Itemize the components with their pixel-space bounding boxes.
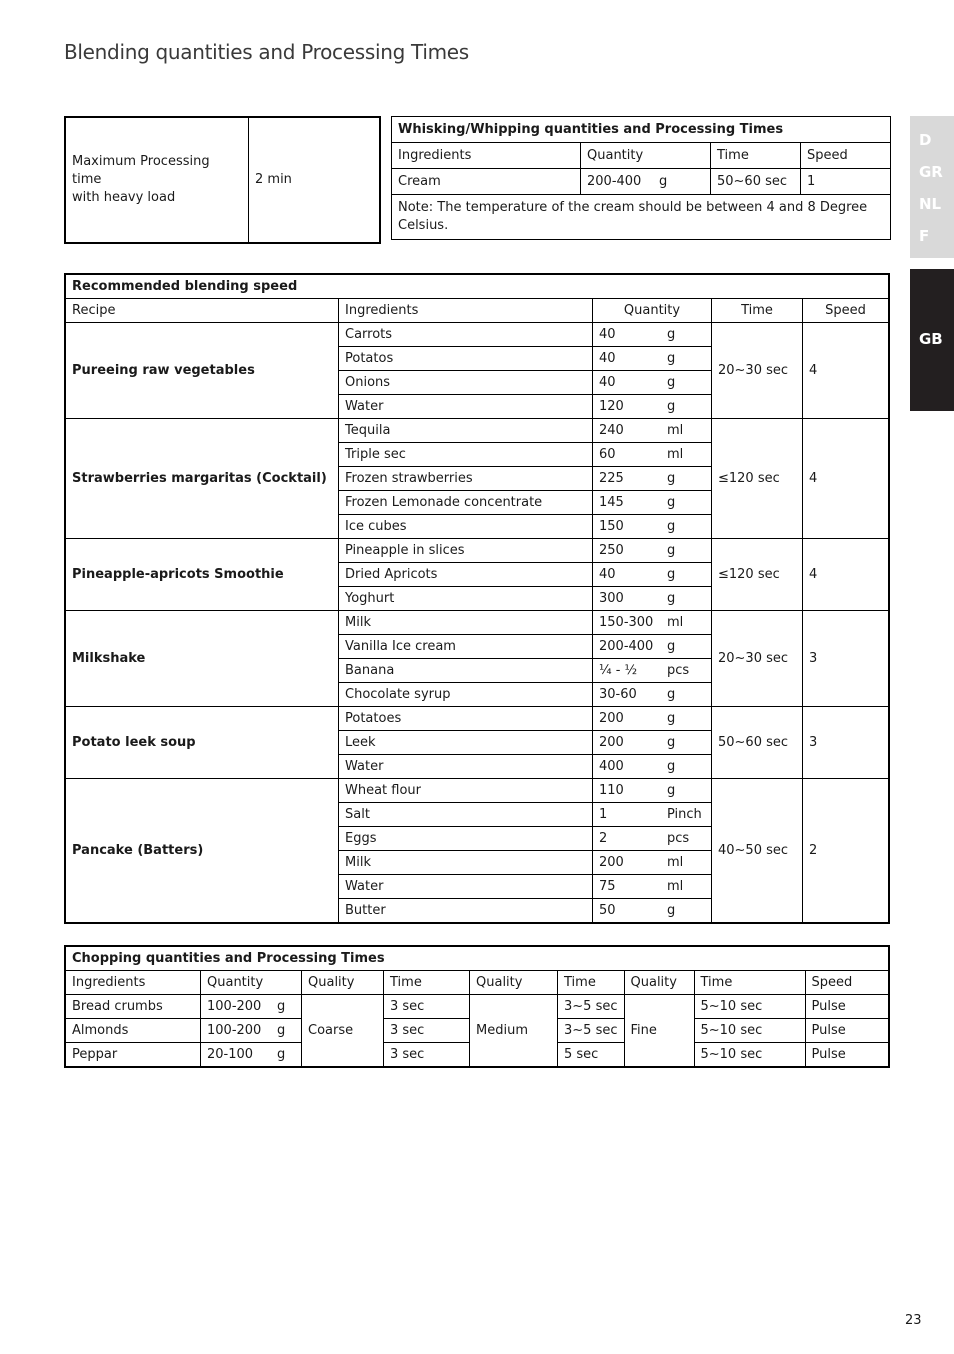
ingredient-quantity: 50 g (593, 899, 712, 924)
ingredient-quantity: 150-300 ml (593, 611, 712, 635)
whisking-note: Note: The temperature of the cream should be between 4 and 8 Degree Celsius. (392, 195, 891, 240)
whisking-header-quantity: Quantity (581, 143, 711, 169)
ingredient-quantity: 110 g (593, 779, 712, 803)
language-tabs-inactive (910, 116, 954, 258)
blending-header-recipe: Recipe (65, 299, 339, 323)
ingredient-quantity: 400 g (593, 755, 712, 779)
ingredient-quantity: 40 g (593, 347, 712, 371)
chopping-header: Time (694, 971, 805, 995)
ingredient-name: Yoghurt (339, 587, 593, 611)
ingredient-name: Carrots (339, 323, 593, 347)
chopping-header: Ingredients (65, 971, 201, 995)
max-processing-table (64, 116, 381, 244)
fine-time: 5~10 sec (694, 1019, 805, 1043)
chopping-header: Quality (302, 971, 384, 995)
recipe-speed: 3 (803, 611, 890, 707)
ingredient-name: Water (339, 875, 593, 899)
lang-tab-d[interactable]: D (919, 131, 932, 149)
chopping-table (64, 945, 890, 1068)
ingredient-quantity: 1 Pinch (593, 803, 712, 827)
ingredient-name: Tequila (339, 419, 593, 443)
ingredient-name: Potatos (339, 347, 593, 371)
max-processing-label: Maximum Processing time with heavy load (65, 117, 249, 243)
ingredient-name: Vanilla Ice cream (339, 635, 593, 659)
lang-tab-f[interactable]: F (919, 227, 930, 245)
fine-time: 5~10 sec (694, 995, 805, 1019)
recipe-time: 20~30 sec (712, 611, 803, 707)
recipe-speed: 4 (803, 419, 890, 539)
chopping-speed: Pulse (805, 995, 889, 1019)
chopping-header: Time (384, 971, 470, 995)
quality-coarse: Coarse (302, 995, 384, 1068)
ingredient-name: Leek (339, 731, 593, 755)
recipe-speed: 3 (803, 707, 890, 779)
lang-tab-gb[interactable]: GB (919, 330, 943, 348)
ingredient-quantity: 200-400 g (593, 635, 712, 659)
coarse-time: 3 sec (384, 1019, 470, 1043)
ingredient-quantity: 150 g (593, 515, 712, 539)
blending-title: Recommended blending speed (65, 274, 889, 299)
ingredient-quantity: 30-60 g (593, 683, 712, 707)
blending-table (64, 273, 890, 924)
recipe-name: Milkshake (65, 611, 339, 707)
chopping-quantity: 100-200 g (201, 995, 302, 1019)
ingredient-quantity: 40 g (593, 323, 712, 347)
ingredient-name: Wheat flour (339, 779, 593, 803)
recipe-time: 50~60 sec (712, 707, 803, 779)
chopping-title: Chopping quantities and Processing Times (65, 946, 889, 971)
table-row (65, 611, 889, 635)
recipe-name: Pineapple-apricots Smoothie (65, 539, 339, 611)
table-row (65, 323, 889, 347)
chopping-header: Time (558, 971, 625, 995)
ingredient-quantity: ¼ - ½ pcs (593, 659, 712, 683)
ingredient-name: Frozen strawberries (339, 467, 593, 491)
chopping-ingredient: Peppar (65, 1043, 201, 1068)
chopping-header: Quality (624, 971, 694, 995)
recipe-speed: 2 (803, 779, 890, 924)
table-row (65, 995, 889, 1019)
ingredient-quantity: 300 g (593, 587, 712, 611)
ingredient-quantity: 75 ml (593, 875, 712, 899)
chopping-header: Quantity (201, 971, 302, 995)
chopping-header: Speed (805, 971, 889, 995)
ingredient-quantity: 200 g (593, 731, 712, 755)
ingredient-name: Ice cubes (339, 515, 593, 539)
ingredient-name: Eggs (339, 827, 593, 851)
ingredient-quantity: 200 g (593, 707, 712, 731)
medium-time: 3~5 sec (558, 1019, 625, 1043)
blending-header-ingredients: Ingredients (339, 299, 593, 323)
table-row (65, 779, 889, 803)
recipe-time: ≤120 sec (712, 539, 803, 611)
whisking-quantity: 200-400 g (581, 169, 711, 195)
page-number: 23 (905, 1313, 922, 1328)
ingredient-quantity: 2 pcs (593, 827, 712, 851)
ingredient-name: Butter (339, 899, 593, 924)
recipe-time: 20~30 sec (712, 323, 803, 419)
ingredient-name: Water (339, 755, 593, 779)
recipe-speed: 4 (803, 539, 890, 611)
table-row (65, 419, 889, 443)
blending-header-speed: Speed (803, 299, 890, 323)
lang-tab-nl[interactable]: NL (919, 195, 942, 213)
medium-time: 3~5 sec (558, 995, 625, 1019)
ingredient-name: Salt (339, 803, 593, 827)
ingredient-quantity: 200 ml (593, 851, 712, 875)
coarse-time: 3 sec (384, 995, 470, 1019)
ingredient-name: Banana (339, 659, 593, 683)
ingredient-quantity: 145 g (593, 491, 712, 515)
ingredient-name: Potatoes (339, 707, 593, 731)
ingredient-name: Chocolate syrup (339, 683, 593, 707)
chopping-ingredient: Almonds (65, 1019, 201, 1043)
ingredient-quantity: 225 g (593, 467, 712, 491)
ingredient-quantity: 240 ml (593, 419, 712, 443)
ingredient-quantity: 40 g (593, 563, 712, 587)
whisking-speed: 1 (801, 169, 891, 195)
ingredient-name: Milk (339, 611, 593, 635)
ingredient-quantity: 60 ml (593, 443, 712, 467)
whisking-header-time: Time (711, 143, 801, 169)
blending-header-quantity: Quantity (593, 299, 712, 323)
chopping-header: Quality (470, 971, 558, 995)
whisking-header-speed: Speed (801, 143, 891, 169)
whisking-header-ingredients: Ingredients (392, 143, 581, 169)
ingredient-name: Onions (339, 371, 593, 395)
whisking-title: Whisking/Whipping quantities and Processing Times (392, 117, 891, 143)
recipe-time: ≤120 sec (712, 419, 803, 539)
coarse-time: 3 sec (384, 1043, 470, 1068)
ingredient-name: Milk (339, 851, 593, 875)
table-row (65, 707, 889, 731)
chopping-speed: Pulse (805, 1019, 889, 1043)
recipe-name: Potato leek soup (65, 707, 339, 779)
table-row (65, 539, 889, 563)
chopping-quantity: 100-200 g (201, 1019, 302, 1043)
quality-medium: Medium (470, 995, 558, 1068)
lang-tab-gr[interactable]: GR (919, 163, 943, 181)
ingredient-quantity: 120 g (593, 395, 712, 419)
whisking-table (391, 116, 891, 240)
chopping-speed: Pulse (805, 1043, 889, 1068)
ingredient-name: Water (339, 395, 593, 419)
max-processing-value: 2 min (249, 117, 381, 243)
ingredient-name: Frozen Lemonade concentrate (339, 491, 593, 515)
ingredient-name: Dried Apricots (339, 563, 593, 587)
fine-time: 5~10 sec (694, 1043, 805, 1068)
language-tab-active (910, 269, 954, 411)
recipe-name: Pancake (Batters) (65, 779, 339, 924)
whisking-time: 50~60 sec (711, 169, 801, 195)
page-title: Blending quantities and Processing Times (64, 40, 469, 64)
chopping-quantity: 20-100 g (201, 1043, 302, 1068)
quality-fine: Fine (624, 995, 694, 1068)
whisking-ingredient: Cream (392, 169, 581, 195)
ingredient-name: Pineapple in slices (339, 539, 593, 563)
recipe-time: 40~50 sec (712, 779, 803, 924)
recipe-speed: 4 (803, 323, 890, 419)
chopping-ingredient: Bread crumbs (65, 995, 201, 1019)
recipe-name: Strawberries margaritas (Cocktail) (65, 419, 339, 539)
ingredient-quantity: 250 g (593, 539, 712, 563)
ingredient-quantity: 40 g (593, 371, 712, 395)
medium-time: 5 sec (558, 1043, 625, 1068)
ingredient-name: Triple sec (339, 443, 593, 467)
recipe-name: Pureeing raw vegetables (65, 323, 339, 419)
blending-header-time: Time (712, 299, 803, 323)
